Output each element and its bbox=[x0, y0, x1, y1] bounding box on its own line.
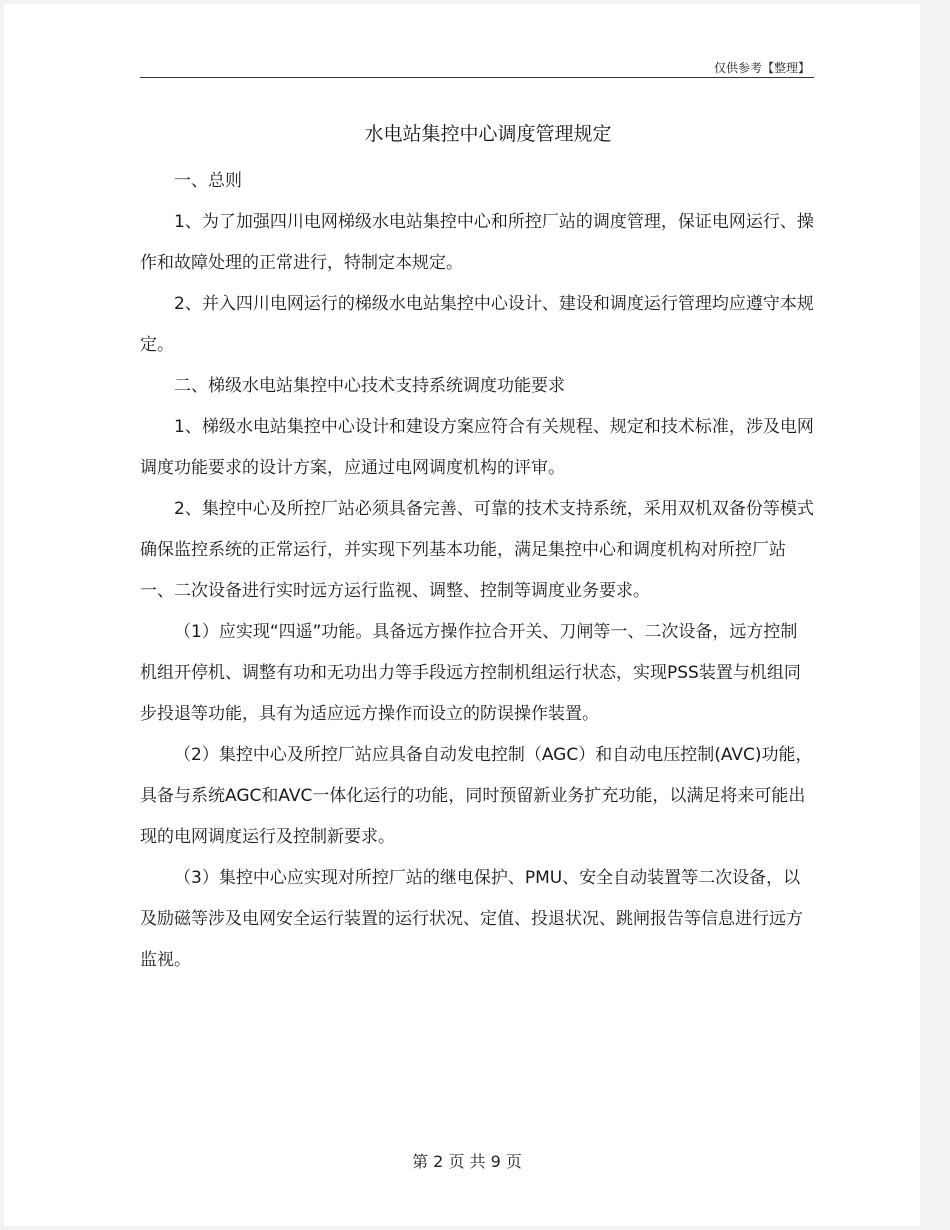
paragraph-1: 1、为了加强四川电网梯级水电站集控中心和所控厂站的调度管理，保证电网运行、操作和故障处理的正常进行，特制定本规定。 bbox=[140, 212, 814, 273]
page-footer: 第 2 页 共 9 页 bbox=[412, 1152, 522, 1171]
document-page bbox=[4, 4, 920, 1226]
section-heading-requirements: 二、梯级水电站集控中心技术支持系统调度功能要求 bbox=[174, 376, 565, 396]
header-divider bbox=[140, 77, 814, 78]
page-header: 仅供参考【整理】 bbox=[713, 61, 810, 75]
paragraph-2: 2、并入四川电网运行的梯级水电站集控中心设计、建设和调度运行管理均应遵守本规定。 bbox=[140, 294, 814, 355]
document-body bbox=[140, 161, 814, 981]
section-heading-general: 一、总则 bbox=[174, 171, 242, 191]
paragraph-3: 1、梯级水电站集控中心设计和建设方案应符合有关规程、规定和技术标准，涉及电网调度功能要求的设计方案，应通过电网调度机构的评审。 bbox=[140, 417, 814, 478]
paragraph-6: （2）集控中心及所控厂站应具备自动发电控制（AGC）和自动电压控制(AVC)功能，具备与系统AGC和AVC一体化运行的功能，同时预留新业务扩充功能，以满足将来可能出现的电网调度运行及控制新要求。 bbox=[140, 745, 813, 847]
paragraph-5: （1）应实现“四遥”功能。具备远方操作拉合开关、刀闸等一、二次设备，远方控制机组开停机、调整有功和无功出力等手段远方控制机组运行状态，实现PSS装置与机组同步投退等功能，具有为适应远方操作而设立的防误操作装置。 bbox=[140, 622, 801, 724]
paragraph-7: （3）集控中心应实现对所控厂站的继电保护、PMU、安全自动装置等二次设备，以及励磁等涉及电网安全运行装置的运行状况、定值、投退状况、跳闸报告等信息进行远方监视。 bbox=[140, 868, 803, 970]
paragraph-4: 2、集控中心及所控厂站必须具备完善、可靠的技术支持系统，采用双机双备份等模式确保监控系统的正常运行，并实现下列基本功能，满足集控中心和调度机构对所控厂站一、二次设备进行实时远方运行监视、调整、控制等调度业务要求。 bbox=[140, 499, 814, 601]
document-title: 水电站集控中心调度管理规定 bbox=[364, 123, 612, 145]
